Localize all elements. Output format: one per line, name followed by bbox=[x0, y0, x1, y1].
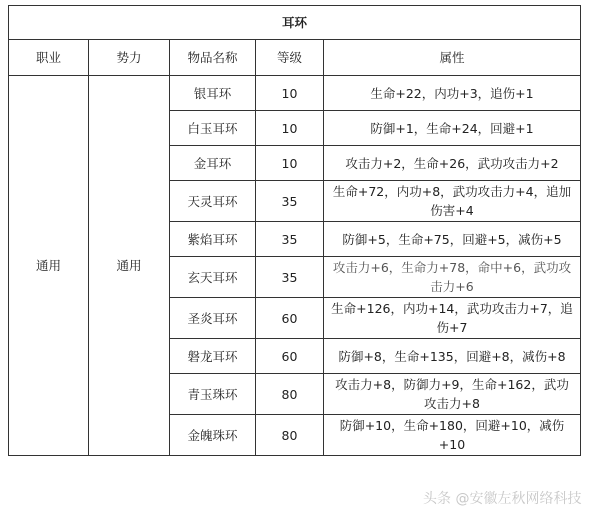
level-cell: 80 bbox=[256, 415, 324, 456]
level-cell: 60 bbox=[256, 298, 324, 339]
item-name-cell: 玄天耳环 bbox=[170, 257, 256, 298]
table-row bbox=[9, 76, 581, 111]
table-title: 耳环 bbox=[9, 6, 581, 40]
level-cell: 10 bbox=[256, 76, 324, 111]
item-name-cell: 金耳环 bbox=[170, 146, 256, 181]
attributes-cell: 防御+10，生命+180，回避+10，减伤+10 bbox=[324, 415, 581, 456]
item-name-cell: 银耳环 bbox=[170, 76, 256, 111]
item-name-cell: 紫焰耳环 bbox=[170, 222, 256, 257]
attributes-cell: 防御+1，生命+24，回避+1 bbox=[324, 111, 581, 146]
level-cell: 35 bbox=[256, 181, 324, 222]
watermark: 头条 @安徽左秋网络科技 bbox=[423, 491, 582, 507]
header-attributes: 属性 bbox=[324, 40, 581, 76]
level-cell: 80 bbox=[256, 374, 324, 415]
header-level: 等级 bbox=[256, 40, 324, 76]
item-name-cell: 磐龙耳环 bbox=[170, 339, 256, 374]
attributes-cell: 攻击力+6，生命力+78，命中+6，武功攻击力+6 bbox=[324, 257, 581, 298]
table-title-row bbox=[9, 6, 581, 40]
header-job: 职业 bbox=[9, 40, 89, 76]
item-name-cell: 青玉珠环 bbox=[170, 374, 256, 415]
attributes-cell: 防御+5，生命+75，回避+5，减伤+5 bbox=[324, 222, 581, 257]
attributes-cell: 生命+126，内功+14，武功攻击力+7，追伤+7 bbox=[324, 298, 581, 339]
faction-cell: 通用 bbox=[89, 76, 170, 456]
item-name-cell: 金魄珠环 bbox=[170, 415, 256, 456]
job-cell: 通用 bbox=[9, 76, 89, 456]
attributes-cell: 攻击力+2，生命+26，武功攻击力+2 bbox=[324, 146, 581, 181]
level-cell: 10 bbox=[256, 146, 324, 181]
header-faction: 势力 bbox=[89, 40, 170, 76]
attributes-cell: 生命+72，内功+8，武功攻击力+4，追加伤害+4 bbox=[324, 181, 581, 222]
level-cell: 35 bbox=[256, 257, 324, 298]
table-header-row bbox=[9, 40, 581, 76]
level-cell: 35 bbox=[256, 222, 324, 257]
item-name-cell: 白玉耳环 bbox=[170, 111, 256, 146]
attributes-cell: 生命+22，内功+3，追伤+1 bbox=[324, 76, 581, 111]
earring-table bbox=[8, 5, 581, 456]
item-name-cell: 圣炎耳环 bbox=[170, 298, 256, 339]
item-name-cell: 天灵耳环 bbox=[170, 181, 256, 222]
header-item-name: 物品名称 bbox=[170, 40, 256, 76]
level-cell: 10 bbox=[256, 111, 324, 146]
attributes-cell: 攻击力+8，防御力+9，生命+162，武功攻击力+8 bbox=[324, 374, 581, 415]
attributes-cell: 防御+8，生命+135，回避+8，减伤+8 bbox=[324, 339, 581, 374]
level-cell: 60 bbox=[256, 339, 324, 374]
